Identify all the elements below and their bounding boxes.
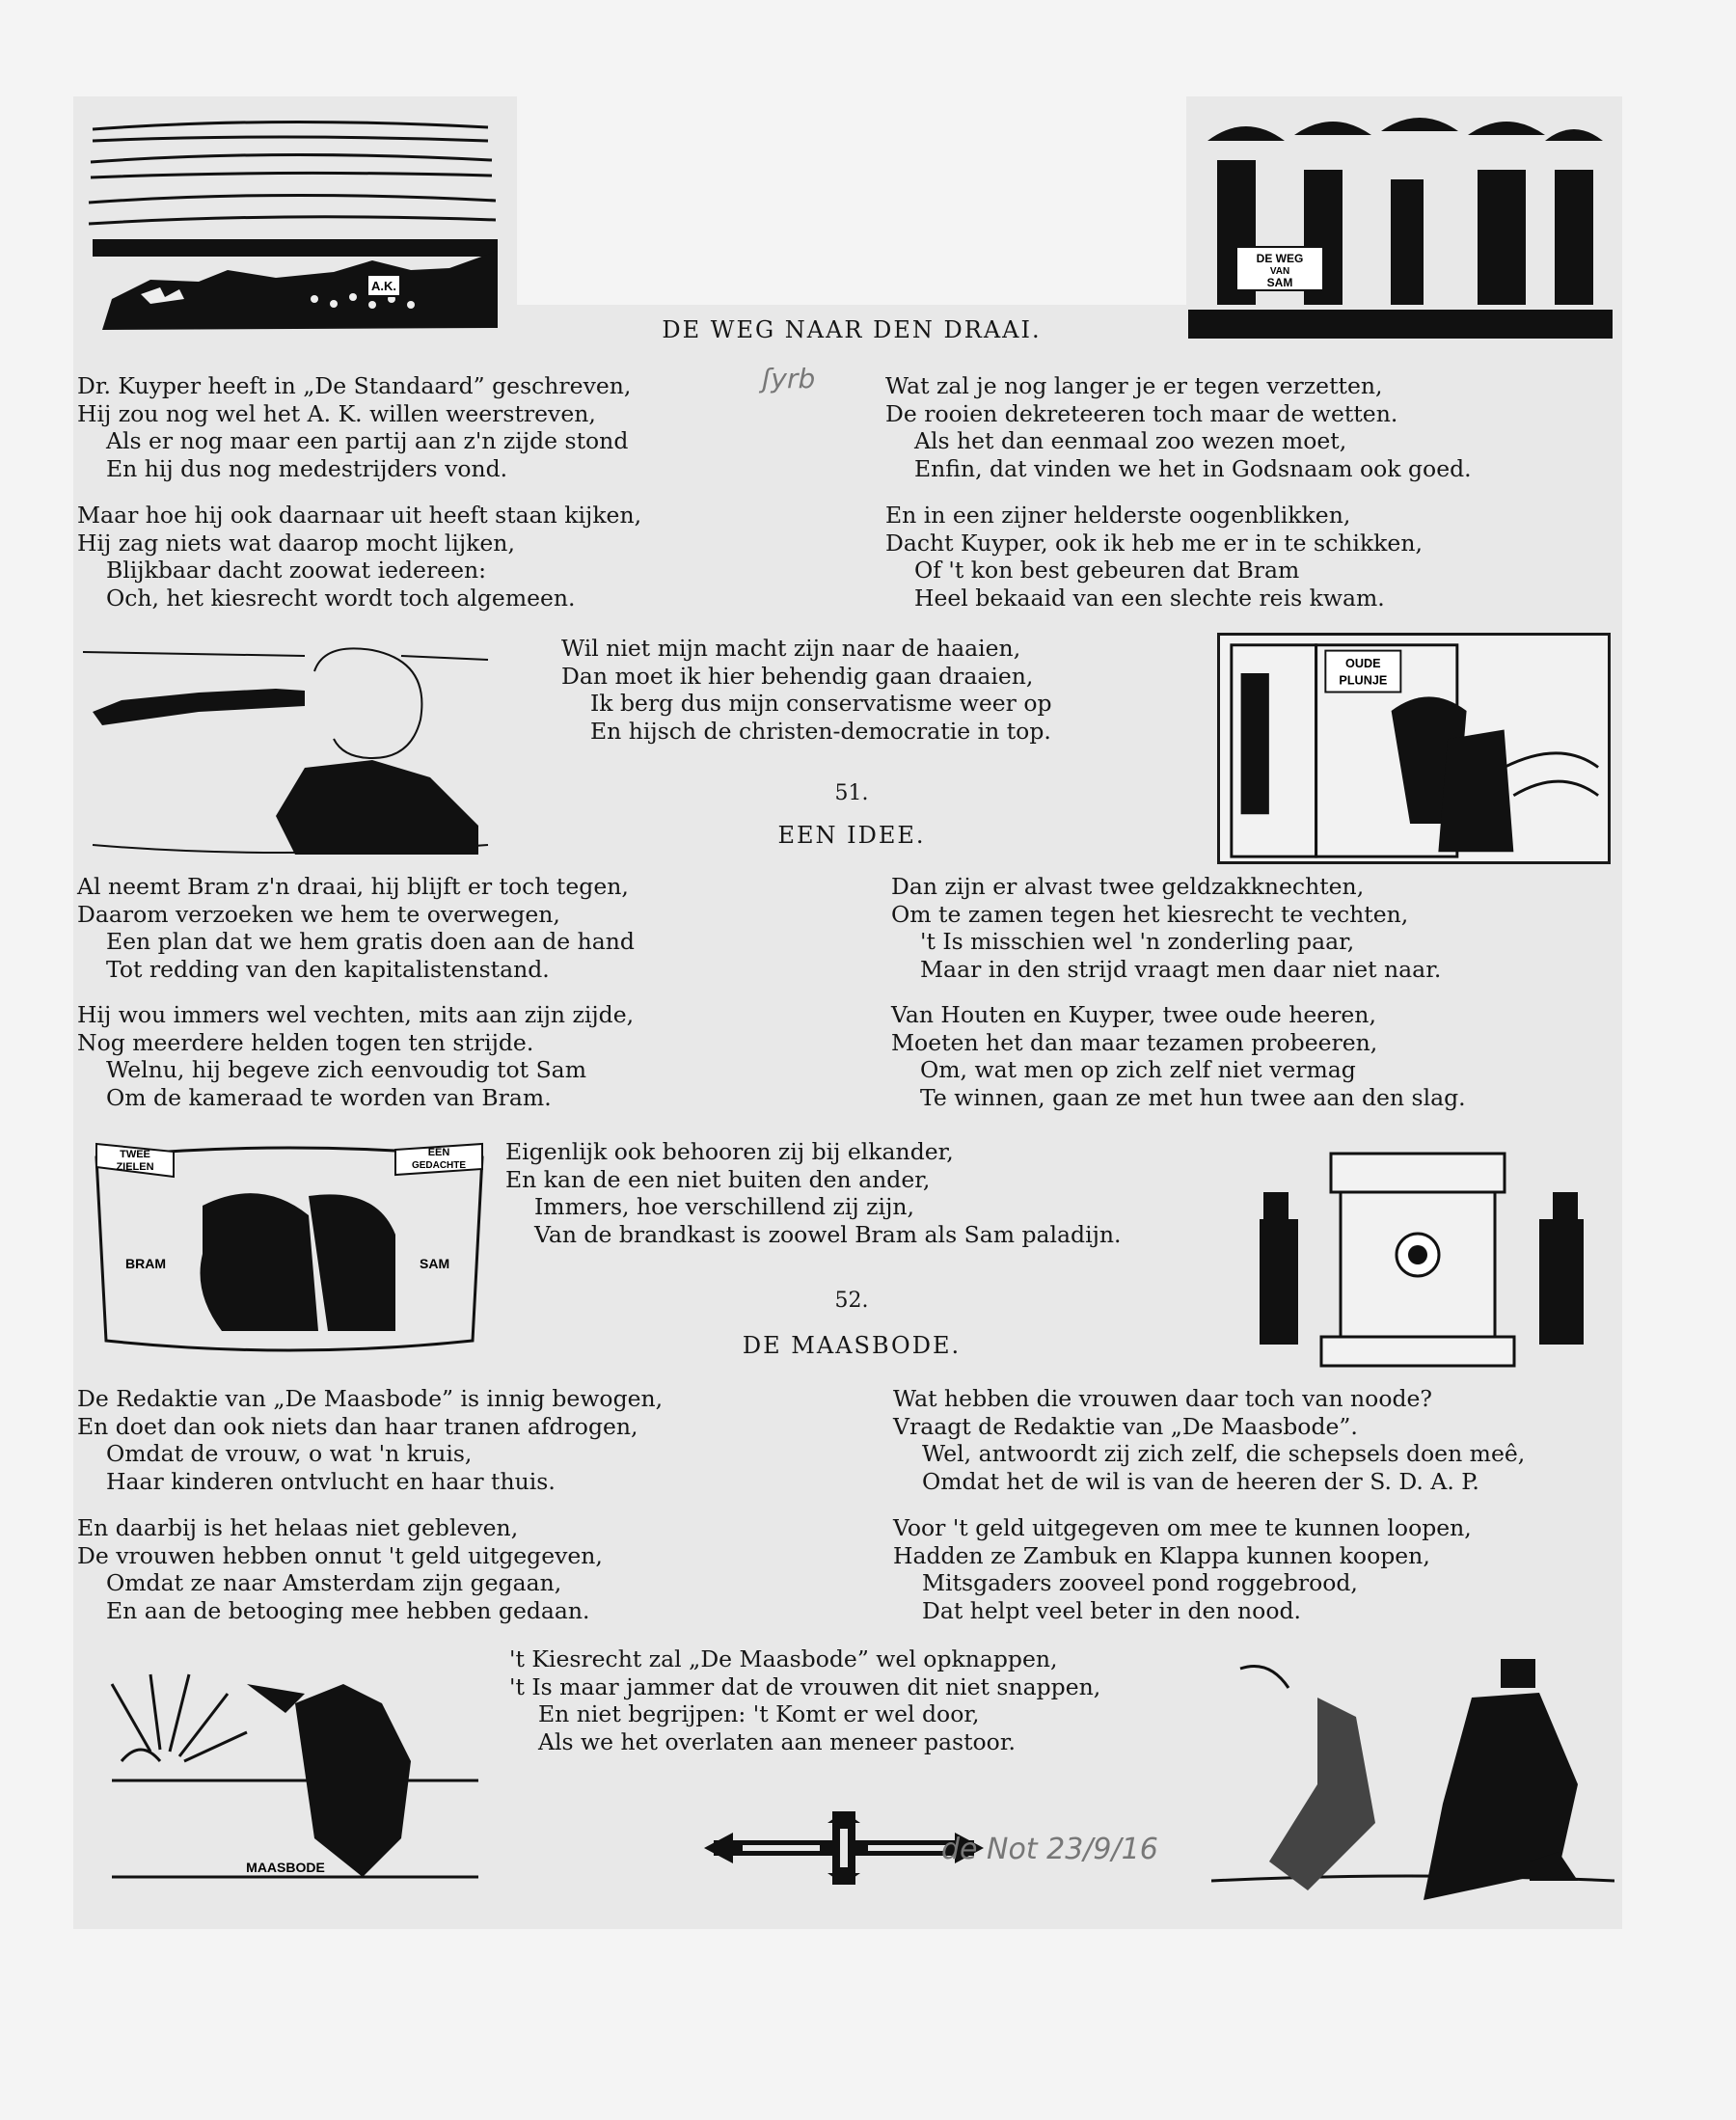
verse-line: Welnu, hij begeve zich eenvoudig tot Sam	[106, 1056, 586, 1084]
verse-line: En in een zijner helderste oogenblikken,	[885, 502, 1351, 529]
verse-line: De rooien dekreteeren toch maar de wetten.	[885, 399, 1398, 427]
verse-line: Wil niet mijn macht zijn naar de haaien,	[561, 635, 1021, 662]
ak-banner-text: A.K.	[371, 279, 396, 293]
verse-line: Dan moet ik hier behendig gaan draaien,	[561, 662, 1034, 690]
banner-right-1: EEN	[427, 1147, 450, 1158]
verse-line: Van de brandkast is zoowel Bram als Sam paladijn.	[534, 1220, 1122, 1248]
stanza	[77, 372, 631, 482]
section-title-idee: EEN IDEE.	[777, 822, 926, 849]
stanza	[77, 502, 641, 612]
verse-line: En niet begrijpen: 't Komt er wel door,	[538, 1700, 980, 1728]
verse-line: Hij zag niets wat daarop mocht lijken,	[77, 529, 515, 557]
verse-line: Och, het kiesrecht wordt toch algemeen.	[106, 584, 576, 612]
verse-line: En kan de een niet buiten den ander,	[505, 1165, 931, 1193]
stanza	[505, 1138, 1122, 1248]
verse-line: 't Kiesrecht zal „De Maasbode” wel opknappen,	[509, 1645, 1058, 1672]
verse-line: Hadden ze Zambuk en Klappa kunnen koopen,	[893, 1541, 1430, 1569]
verse-line: Om de kameraad te worden van Bram.	[106, 1083, 552, 1111]
crowd-crocodile-illustration	[83, 106, 515, 345]
stanza	[77, 1001, 634, 1111]
verse-line: Ik berg dus mijn conservatisme weer op	[590, 690, 1052, 718]
stanza	[509, 1645, 1100, 1755]
verse-line: Hij zou nog wel het A. K. willen weerstreven,	[77, 399, 596, 427]
verse-line: En hijsch de christen-democratie in top.	[590, 717, 1051, 745]
verse-line: Als er nog maar een partij aan z'n zijde stond	[106, 427, 629, 455]
oude-plunje-illustration	[1217, 633, 1611, 864]
verse-line: Een plan dat we hem gratis doen aan de hand	[106, 928, 635, 956]
plunje-line-2: PLUNJE	[1339, 673, 1388, 688]
kuyper-portrait-illustration	[83, 633, 507, 864]
verse-line: Of 't kon best gebeuren dat Bram	[914, 557, 1300, 584]
verse-line: Tot redding van den kapitalistenstand.	[106, 955, 550, 983]
twee-zielen-illustration	[87, 1138, 492, 1358]
verse-line: Immers, hoe verschillend zij zijn,	[534, 1193, 914, 1221]
verse-line: Omdat de vrouw, o wat 'n kruis,	[106, 1440, 473, 1468]
verse-line: En aan de betooging mee hebben gedaan.	[106, 1596, 590, 1624]
stanza	[885, 372, 1472, 482]
verse-line: Enfin, dat vinden we het in Godsnaam ook goed.	[914, 454, 1472, 482]
verse-line: Hij wou immers wel vechten, mits aan zijn zijde,	[77, 1001, 635, 1028]
pencil-note-bottom: de Not 23/9/16	[941, 1833, 1158, 1866]
section-number-51: 51.	[834, 781, 869, 805]
stanza	[893, 1514, 1472, 1624]
sign-line-1: DE WEG	[1256, 252, 1304, 265]
verse-line: Maar hoe hij ook daarnaar uit heeft staan kijken,	[77, 502, 642, 529]
verse-line: Mitsgaders zooveel pond roggebrood,	[922, 1569, 1358, 1597]
verse-line: Wat hebben die vrouwen daar toch van noode?	[893, 1385, 1433, 1412]
stanza	[891, 873, 1441, 983]
verse-line: Omdat het de wil is van de heeren der S. D. A. P.	[922, 1467, 1479, 1495]
verse-line: Daarom verzoeken we hem te overwegen,	[77, 900, 560, 928]
maasbode-crow-illustration	[93, 1645, 488, 1889]
section-number-52: 52.	[834, 1289, 869, 1313]
verse-line: Heel bekaaid van een slechte reis kwam.	[914, 584, 1385, 612]
plunje-line-1: OUDE	[1345, 657, 1381, 671]
verse-line: Omdat ze naar Amsterdam zijn gegaan,	[106, 1569, 562, 1597]
banner-left-1: TWEE	[120, 1149, 150, 1160]
verse-line: Al neemt Bram z'n draai, hij blijft er toch tegen,	[77, 873, 629, 900]
umbrella-gentlemen-illustration	[1188, 102, 1613, 345]
verse-line: Eigenlijk ook behooren zij bij elkander,	[505, 1138, 954, 1165]
verse-line: Als we het overlaten aan meneer pastoor.	[538, 1727, 1016, 1755]
section-title-maasbode: DE MAASBODE.	[742, 1332, 962, 1359]
pastor-woman-illustration	[1211, 1640, 1614, 1919]
verse-line: Voor 't geld uitgegeven om mee te kunnen loopen,	[893, 1514, 1472, 1541]
banner-left-2: ZIELEN	[116, 1161, 154, 1173]
banner-right-2: GEDACHTE	[411, 1160, 467, 1171]
verse-line: Te winnen, gaan ze met hun twee aan den slag.	[920, 1083, 1466, 1111]
stanza	[885, 502, 1423, 612]
stanza	[77, 1514, 603, 1624]
verse-line: 't Is misschien wel 'n zonderling paar,	[920, 928, 1355, 956]
verse-line: Om te zamen tegen het kiesrecht te vechten,	[891, 900, 1409, 928]
verse-line: Van Houten en Kuyper, twee oude heeren,	[891, 1001, 1376, 1028]
pencil-note-top: ʃyrb	[762, 363, 816, 394]
page-notch	[517, 96, 1186, 305]
verse-line: Dr. Kuyper heeft in „De Standaard” geschreven,	[77, 372, 632, 399]
verse-line: Als het dan eenmaal zoo wezen moet,	[914, 427, 1347, 455]
verse-line: Haar kinderen ontvlucht en haar thuis.	[106, 1467, 556, 1495]
stanza	[561, 635, 1052, 745]
verse-line: Moeten het dan maar tezamen probeeren,	[891, 1028, 1378, 1056]
stanza	[893, 1385, 1525, 1495]
verse-line: Om, wat men op zich zelf niet vermag	[920, 1056, 1356, 1084]
verse-line: Maar in den strijd vraagt men daar niet naar.	[920, 955, 1442, 983]
name-sam: SAM	[420, 1256, 450, 1271]
sign-line-3: SAM	[1266, 276, 1293, 289]
verse-line: En daarbij is het helaas niet gebleven,	[77, 1514, 519, 1541]
verse-line: Dat helpt veel beter in den nood.	[922, 1596, 1301, 1624]
name-bram: BRAM	[125, 1256, 166, 1271]
verse-line: De Redaktie van „De Maasbode” is innig bewogen,	[77, 1385, 664, 1412]
verse-line: Vraagt de Redaktie van „De Maasbode”.	[893, 1412, 1358, 1440]
verse-line: Nog meerdere helden togen ten strijde.	[77, 1028, 534, 1056]
verse-line: En hij dus nog medestrijders vond.	[106, 454, 508, 482]
verse-line: Dan zijn er alvast twee geldzakknechten,	[891, 873, 1365, 900]
verse-line: En doet dan ook niets dan haar tranen afdrogen,	[77, 1412, 638, 1440]
sign-line-2: VAN	[1269, 266, 1290, 277]
stanza	[77, 1385, 663, 1495]
stanza	[891, 1001, 1466, 1111]
verse-line: Dacht Kuyper, ook ik heb me er in te schikken,	[885, 529, 1423, 557]
verse-line: Blijkbaar dacht zoowat iedereen:	[106, 557, 487, 584]
stanza	[77, 873, 635, 983]
verse-line: Wel, antwoordt zij zich zelf, die schepsels doen meê,	[922, 1440, 1526, 1468]
verse-line: De vrouwen hebben onnut 't geld uitgegeven,	[77, 1541, 603, 1569]
verse-line: 't Is maar jammer dat de vrouwen dit niet snappen,	[509, 1672, 1101, 1700]
brandkast-illustration	[1225, 1144, 1611, 1372]
maasbode-label: MAASBODE	[246, 1860, 325, 1875]
verse-line: Wat zal je nog langer je er tegen verzetten,	[885, 372, 1383, 399]
section-title-weg: DE WEG NAAR DEN DRAAI.	[662, 316, 1042, 343]
